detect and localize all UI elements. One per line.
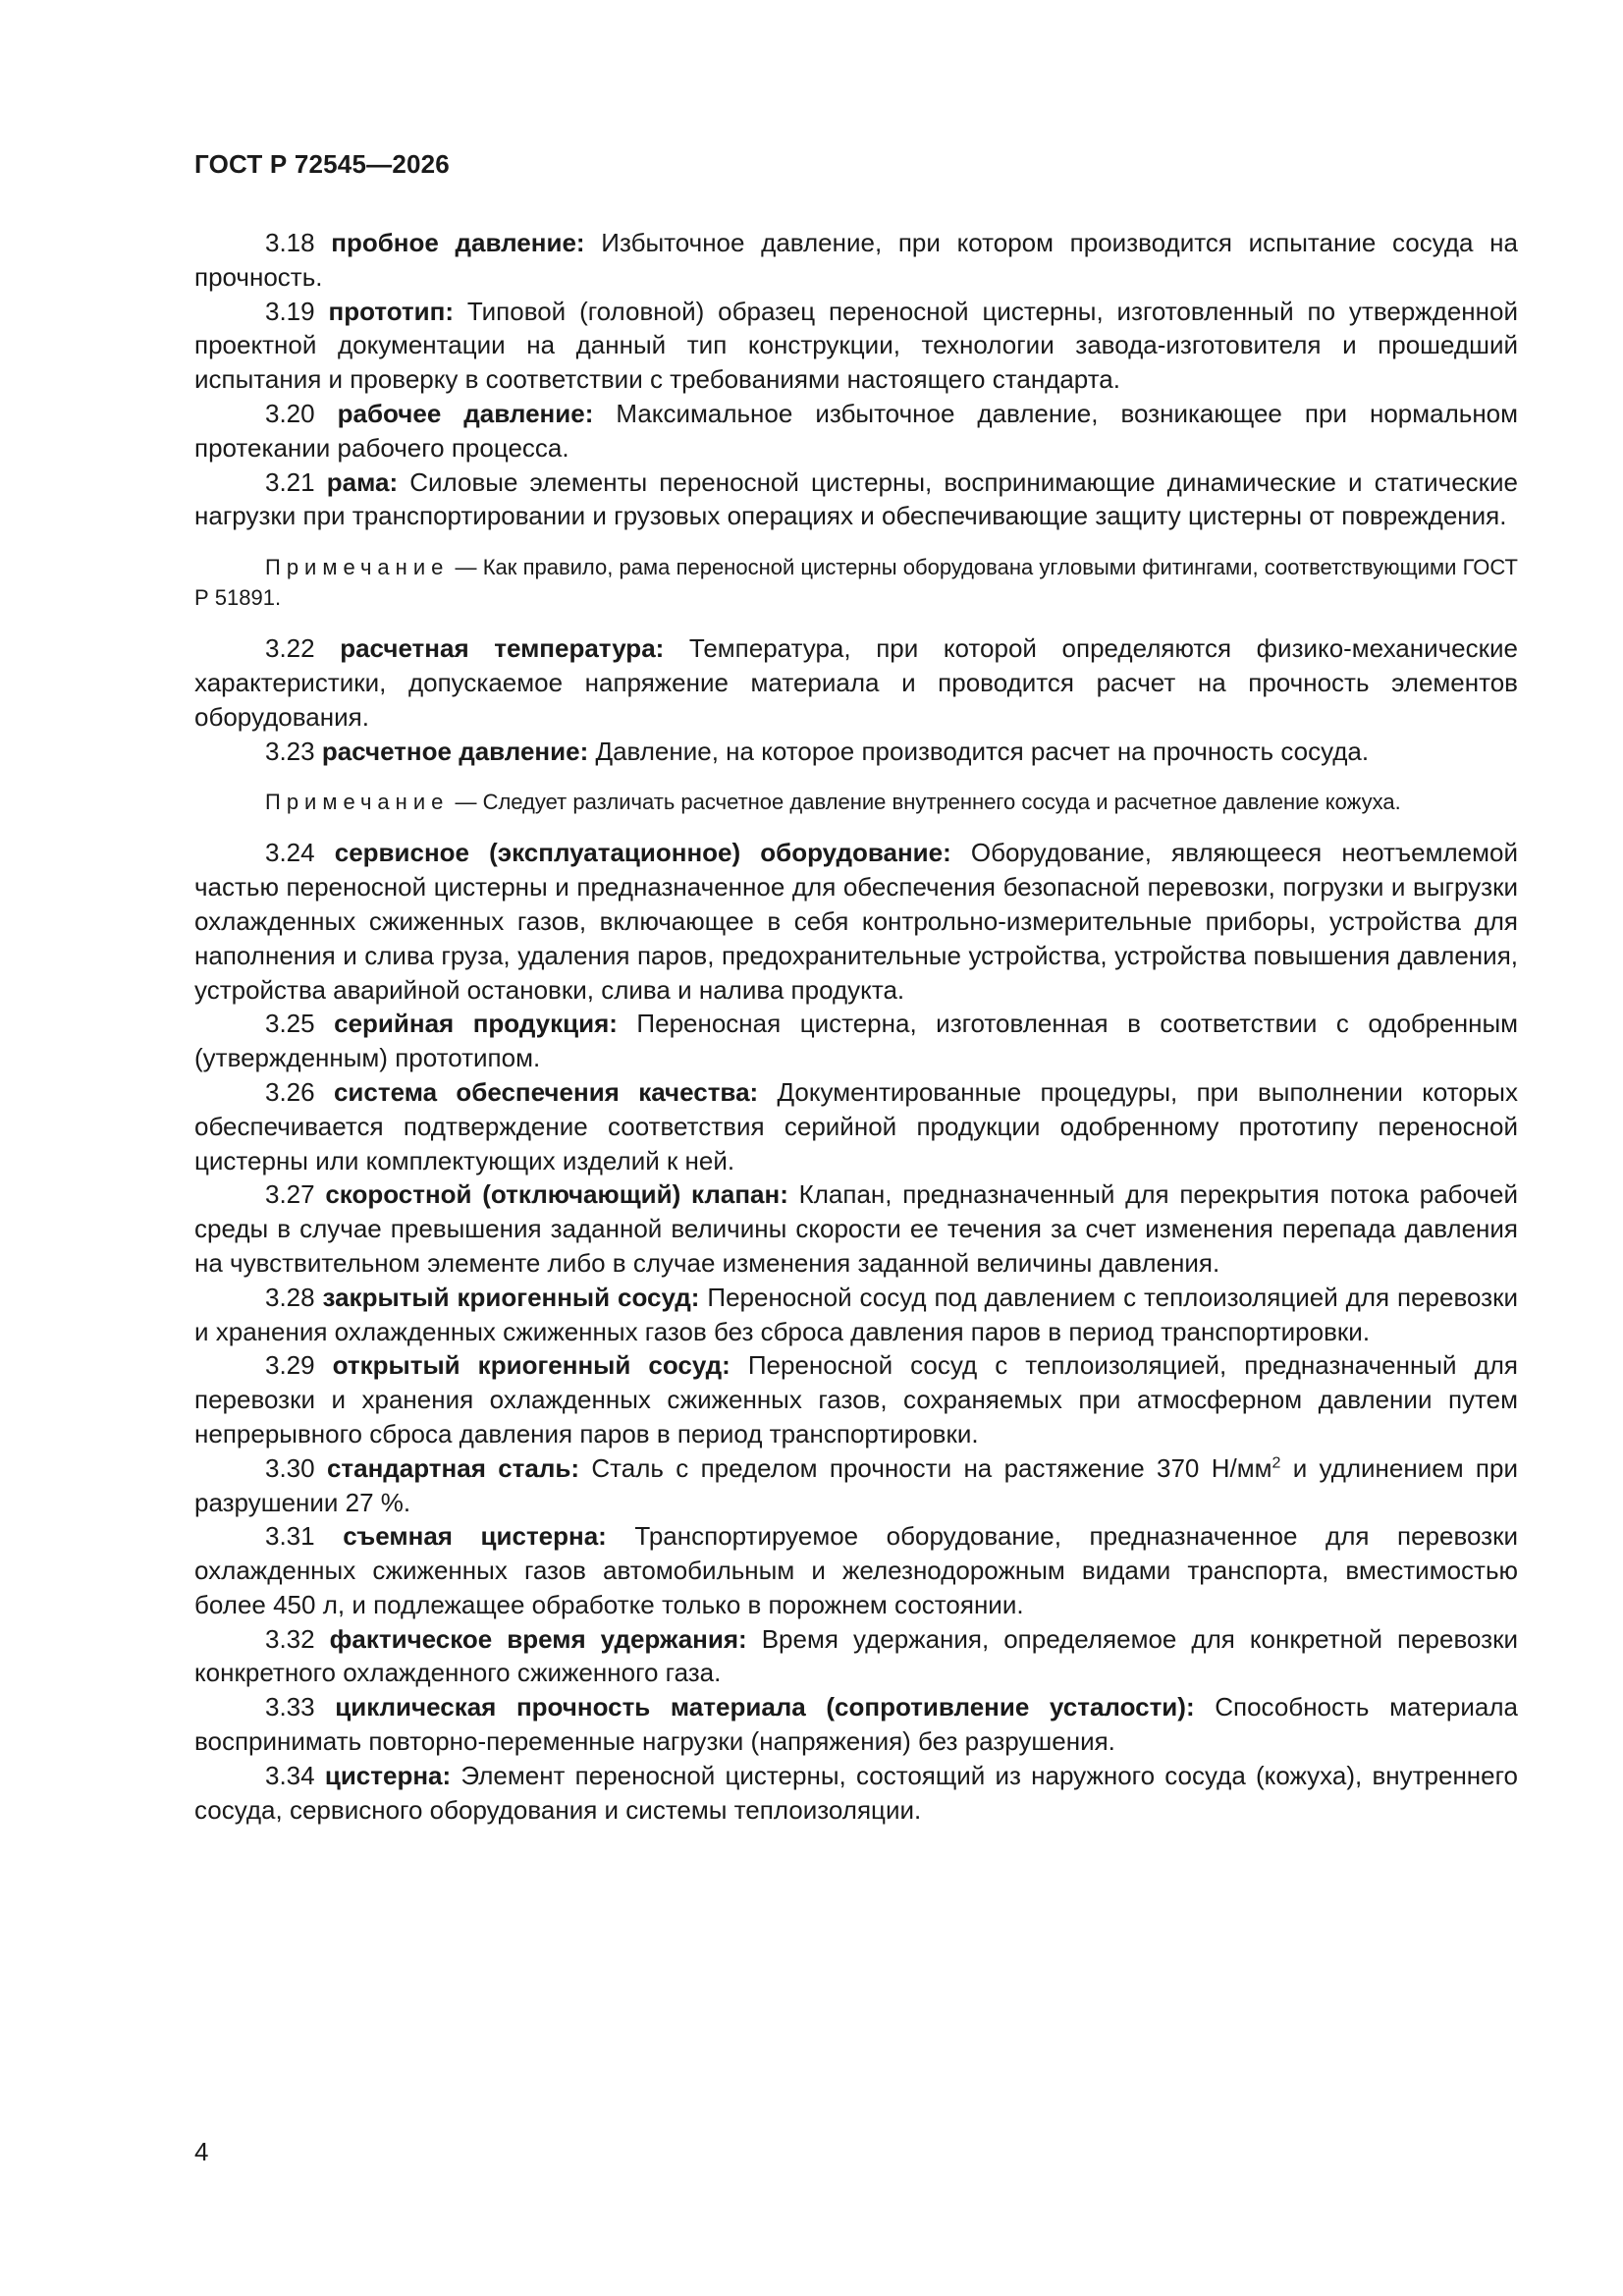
entry-term: рабочее давление: bbox=[337, 398, 594, 428]
entry-term: закрытый криогенный сосуд: bbox=[322, 1282, 700, 1312]
entry-number: 3.24 bbox=[265, 838, 315, 868]
entry-number: 3.30 bbox=[265, 1452, 315, 1483]
definition-3-20 bbox=[194, 397, 1518, 465]
definition-3-23 bbox=[194, 735, 1518, 769]
definition-3-32 bbox=[194, 1622, 1518, 1691]
entry-number: 3.32 bbox=[265, 1623, 315, 1654]
definition-3-29 bbox=[194, 1348, 1518, 1450]
definition-3-24 bbox=[194, 836, 1518, 1007]
entry-definition: Элемент переносной цистерны, состоящий из наружного сосуда (кожуха), внутреннего сосуда, сервисного оборудования и системы теплоизоляции. bbox=[194, 1760, 1519, 1825]
entry-definition: Максимальное избыточное давление, возникающее при нормальном протекании рабочего процесса. bbox=[194, 398, 1519, 463]
entry-number: 3.26 bbox=[265, 1076, 315, 1107]
definition-3-25 bbox=[194, 1007, 1518, 1075]
definition-3-30 bbox=[194, 1451, 1518, 1520]
entry-definition: Клапан, предназначенный для перекрытия потока рабочей среды в случае превышения заданной величины скорости ее течения за счет изменения перепада давления на чувствительном элементе либо в случае изменения заданной величины давления. bbox=[194, 1179, 1518, 1278]
entry-definition: Сталь с пределом прочности на растяжение 370 Н/мм bbox=[591, 1452, 1272, 1483]
entry-definition: Силовые элементы переносной цистерны, воспринимающие динамические и статические нагрузки при транспортировании и грузовых операциях и обеспечивающие защиту цистерны от повреждения. bbox=[194, 466, 1519, 531]
entry-definition: Переносной сосуд под давлением с теплоизоляцией для перевозки и хранения охлажденных сжиженных газов без сброса давления паров в период транспортировки. bbox=[194, 1282, 1518, 1346]
entry-term: фактическое время удержания: bbox=[329, 1623, 747, 1654]
definition-3-28 bbox=[194, 1281, 1518, 1349]
entry-definition: Транспортируемое оборудование, предназначенное для перевозки охлажденных сжиженных газов автомобильным и железнодорожным видами транспорта, вместимостью более 450 л, и подлежащее обработке только в порожнем состоянии. bbox=[194, 1521, 1518, 1619]
entry-term: скоростной (отключающий) клапан: bbox=[325, 1179, 788, 1210]
entry-definition: Типовой (головной) образец переносной цистерны, изготовленный по утвержденной проектной документации на данный тип конструкции, технологии завода-изготовителя и прошедший испытания и проверку в соответствии с требованиями настоящего стандарта. bbox=[194, 296, 1518, 395]
entry-definition: Давление, на которое производится расчет на прочность сосуда. bbox=[595, 736, 1370, 766]
definition-3-31 bbox=[194, 1519, 1518, 1621]
definitions-body bbox=[194, 226, 1518, 1827]
note-label: Примечание bbox=[265, 555, 450, 580]
definition-3-26 bbox=[194, 1075, 1518, 1177]
definition-3-22 bbox=[194, 631, 1518, 734]
entry-number: 3.25 bbox=[265, 1009, 315, 1039]
entry-term: система обеспечения качества: bbox=[333, 1076, 759, 1107]
note-frame-fittings bbox=[194, 552, 1518, 613]
note-label: Примечание bbox=[265, 790, 450, 815]
entry-term: пробное давление: bbox=[331, 228, 585, 257]
page-number: 4 bbox=[194, 2137, 209, 2166]
entry-number: 3.33 bbox=[265, 1692, 315, 1722]
entry-term: открытый криогенный сосуд: bbox=[332, 1350, 730, 1381]
entry-definition: Оборудование, являющееся неотъемлемой частью переносной цистерны и предназначенное для обеспечения безопасной перевозки, погрузки и выгрузки охлажденных сжиженных газов, включающее в себя контрольно-измерительные приборы, устройства для наполнения и слива груза, удаления паров, предохранительные устройства, устройства повышения давления, устройства аварийной остановки, слива и налива продукта. bbox=[194, 838, 1519, 1005]
entry-definition: Способность материала воспринимать повторно-переменные нагрузки (напряжения) без разрушения. bbox=[194, 1692, 1518, 1757]
entry-term: цистерна: bbox=[324, 1760, 452, 1790]
entry-number: 3.23 bbox=[265, 736, 315, 766]
entry-term: рама: bbox=[326, 466, 399, 497]
entry-term: съемная цистерна: bbox=[343, 1521, 607, 1552]
entry-number: 3.18 bbox=[265, 228, 315, 257]
entry-number: 3.22 bbox=[265, 633, 315, 664]
entry-term: серийная продукция: bbox=[334, 1009, 618, 1039]
entry-definition: Документированные процедуры, при выполнении которых обеспечивается подтверждение соответствия серийной продукции одобренному прототипу переносной цистерны или комплектующих изделий к ней. bbox=[194, 1076, 1518, 1175]
entry-definition: Переносная цистерна, изготовленная в соответствии с одобренным (утвержденным) прототипом. bbox=[194, 1009, 1519, 1073]
definition-3-21 bbox=[194, 465, 1518, 534]
entry-term: прототип: bbox=[328, 296, 455, 326]
entry-number: 3.31 bbox=[265, 1521, 315, 1552]
entry-number: 3.28 bbox=[265, 1282, 315, 1312]
entry-number: 3.20 bbox=[265, 398, 315, 428]
entry-term: сервисное (эксплуатационное) оборудование: bbox=[334, 838, 951, 868]
superscript-two: 2 bbox=[1271, 1454, 1281, 1472]
note-design-pressure bbox=[194, 787, 1518, 817]
definition-3-33 bbox=[194, 1690, 1518, 1759]
entry-number: 3.27 bbox=[265, 1179, 315, 1210]
entry-definition-tail: и удлинением при разрушении 27 %. bbox=[194, 1452, 1518, 1517]
document-header: ГОСТ Р 72545—2026 bbox=[194, 149, 450, 179]
note-text: — Следует различать расчетное давление внутреннего сосуда и расчетное давление кожуха. bbox=[455, 790, 1401, 815]
entry-number: 3.19 bbox=[265, 296, 315, 326]
note-text: — Как правило, рама переносной цистерны оборудована угловыми фитингами, соответствующими ГОСТ Р 51891. bbox=[194, 555, 1518, 611]
entry-number: 3.29 bbox=[265, 1350, 315, 1381]
entry-definition: Избыточное давление, при котором производится испытание сосуда на прочность. bbox=[194, 228, 1518, 292]
entry-term: расчетное давление: bbox=[321, 736, 589, 766]
entry-definition: Переносной сосуд с теплоизоляцией, предназначенный для перевозки и хранения охлажденных сжиженных газов, сохраняемых при атмосферном давлении путем непрерывного сброса давления паров в период транспортировки. bbox=[194, 1350, 1518, 1449]
definition-3-19 bbox=[194, 295, 1518, 397]
definition-3-34 bbox=[194, 1759, 1518, 1828]
entry-term: циклическая прочность материала (сопротивление усталости): bbox=[335, 1692, 1195, 1722]
entry-definition: Время удержания, определяемое для конкретной перевозки конкретного охлажденного сжиженного газа. bbox=[194, 1623, 1518, 1688]
entry-term: стандартная сталь: bbox=[326, 1452, 580, 1483]
definition-3-18 bbox=[194, 226, 1518, 295]
definition-3-27 bbox=[194, 1177, 1518, 1280]
entry-number: 3.34 bbox=[265, 1760, 315, 1790]
entry-number: 3.21 bbox=[265, 466, 315, 497]
entry-term: расчетная температура: bbox=[340, 633, 665, 664]
entry-definition: Температура, при которой определяются физико-механические характеристики, допускаемое напряжение материала и проводится расчет на прочность элементов оборудования. bbox=[194, 633, 1518, 732]
